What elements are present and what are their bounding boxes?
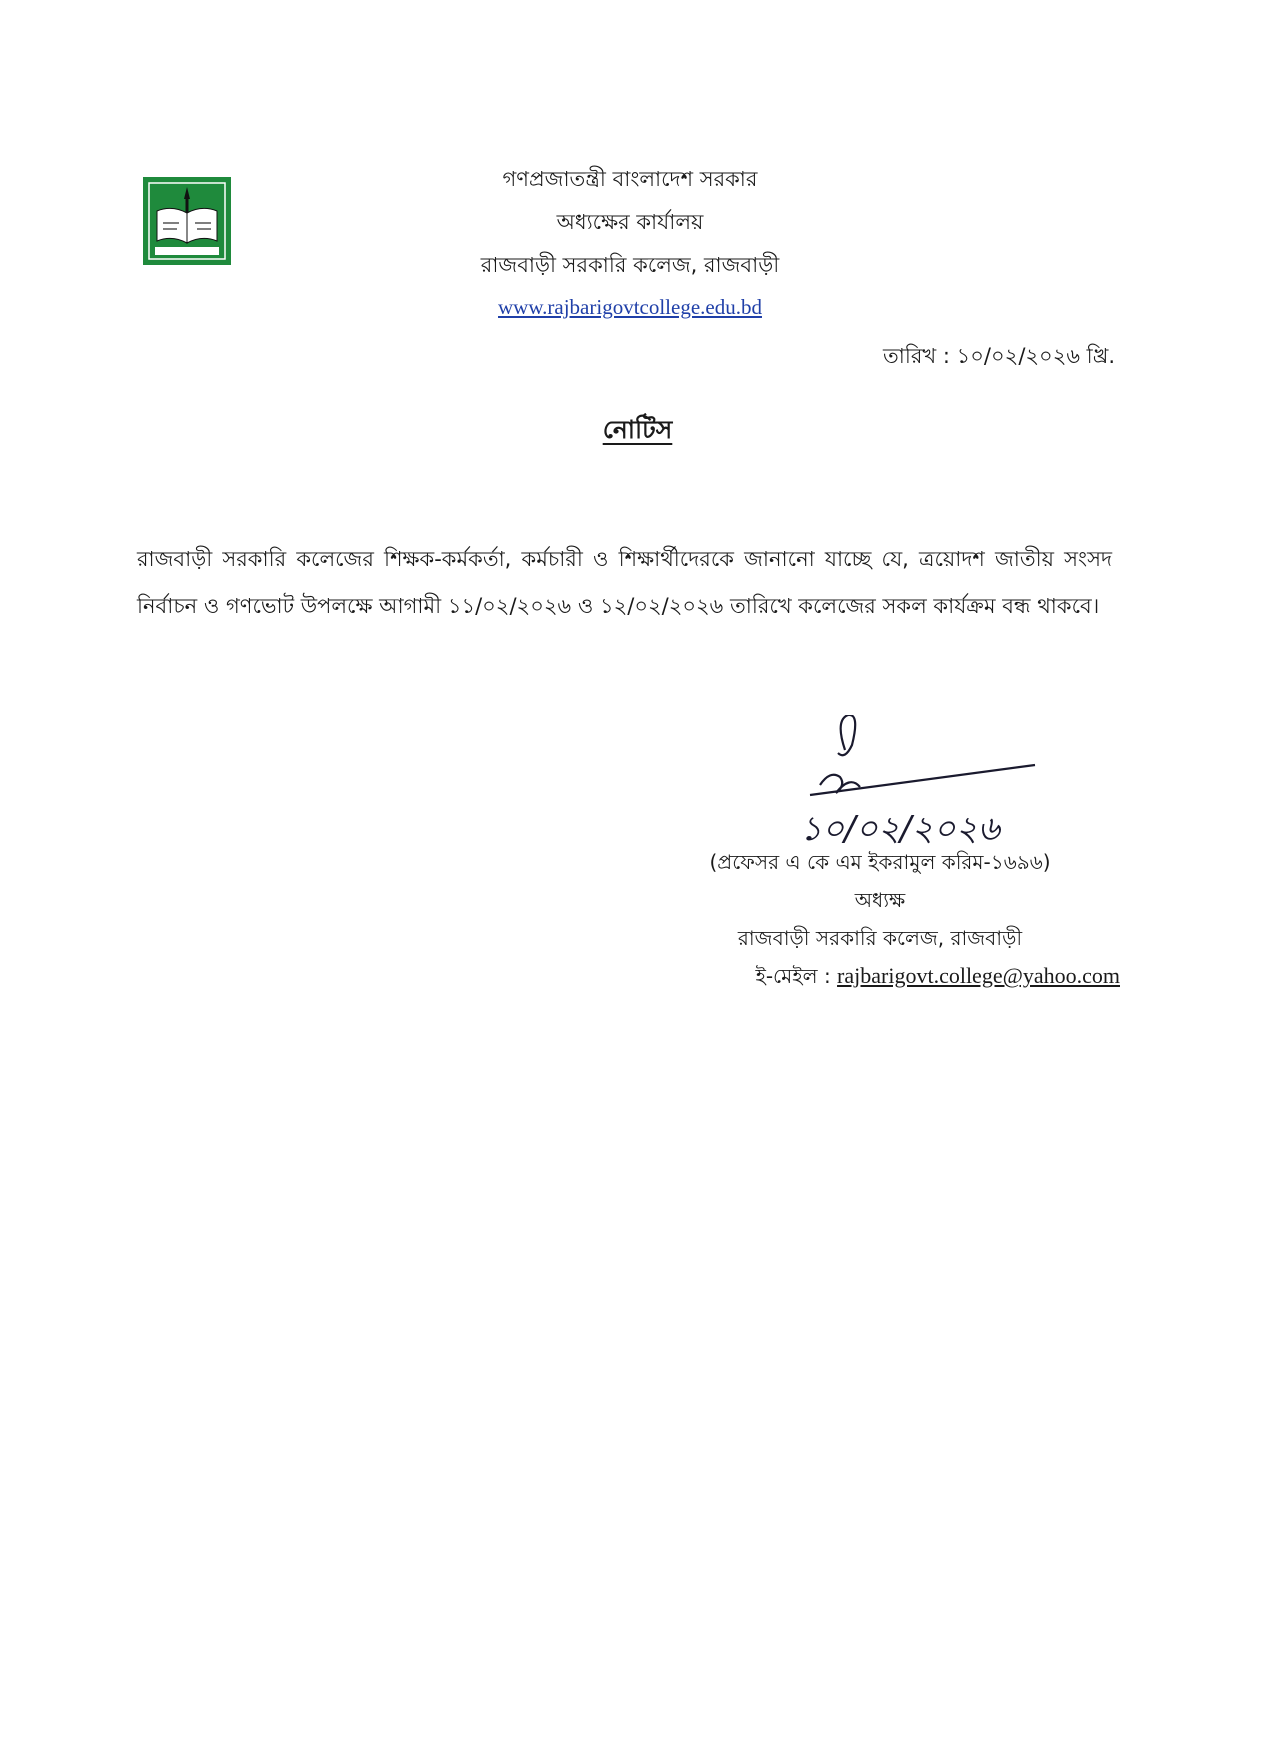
college-name: রাজবাড়ী সরকারি কলেজ, রাজবাড়ী (480, 253, 780, 277)
signatory-institution: রাজবাড়ী সরকারি কলেজ, রাজবাড়ী (737, 926, 1023, 950)
signature-date: ১০/০২/২০২৬ (800, 809, 1000, 849)
notice-heading (0, 410, 1275, 453)
college-logo-icon (143, 177, 231, 265)
website-link[interactable]: www.rajbarigovtcollege.edu.bd (498, 295, 762, 319)
notice-heading-text: নোটিস (602, 415, 673, 444)
signatory-designation: অধ্যক্ষ (854, 888, 906, 912)
govt-title: গণপ্রজাতন্ত্রী বাংলাদেশ সরকার (502, 167, 758, 191)
handwritten-signature (790, 715, 1040, 855)
notice-date: তারিখ : ১০/০২/২০২৬ খ্রি. (883, 344, 1115, 368)
letterhead (380, 158, 880, 327)
email-label: ই-মেইল : (755, 964, 838, 988)
email-link[interactable]: rajbarigovt.college@yahoo.com (837, 963, 1120, 988)
email-row (640, 957, 1120, 995)
notice-body: রাজবাড়ী সরকারি কলেজের শিক্ষক-কর্মকর্তা, কর্মচারী ও শিক্ষার্থীদেরকে জানানো যাচ্ছে যে, ত্রয়োদশ জাতীয় সংসদ নির্বাচন ও গণভোট উপলক্ষে আগামী ১১/০২/২০২৬ ও ১২/০২/২০২৬ তারিখে কলেজের সকল কার্যক্রম বন্ধ থাকবে। (137, 547, 1112, 618)
office-title: অধ্যক্ষের কার্যালয় (556, 210, 704, 234)
signature-block (640, 843, 1120, 995)
signatory-name: (প্রফেসর এ কে এম ইকরামুল করিম-১৬৯৬) (709, 850, 1051, 874)
